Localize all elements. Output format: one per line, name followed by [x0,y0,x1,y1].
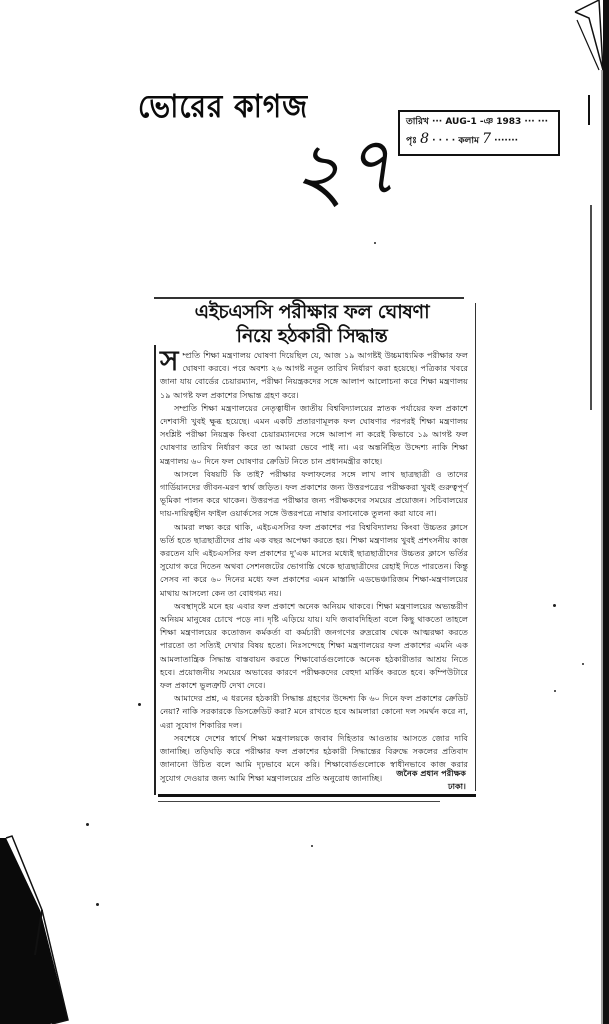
clipping-border-right [475,303,477,791]
drop-cap: স [160,344,179,377]
scan-speck [553,604,556,607]
headline-line-1: এইচএসসি পরীক্ষার ফল ঘোষণা [194,301,430,323]
stamp-date-value: AUG-1 -ঞ 1983 [445,117,522,127]
article-headline [152,300,472,348]
date-stamp [398,110,560,156]
scan-edge-right [603,0,609,1024]
page-fold-right [569,0,603,1024]
scan-speck [86,823,89,826]
scan-speck [582,663,584,665]
handwritten-page-number: ২৭ [285,117,402,224]
article-paragraph: অবস্থাদৃষ্টে মনে হয় এবার ফল প্রকাশে অনেক অনিয়ম থাকবে। শিক্ষা মন্ত্রণালয়ের অভ্যন্তরীণ অনিয়ম মানুষের চোখে পড়ে না। দৃষ্টি এড়িয়ে যায়। যদি জবাবদিহিতা বলে কিছু থাকতো তাহলে শিক্ষা মন্ত্রণালয়ের কতোজন কর্মকর্তা বা কর্মচারী জনগণের রুদ্ররোষ থেকে আত্মরক্ষা করতে পারতো তা সত্যিই দেখার বিষয় হতো। নিঃসন্দেহে শিক্ষা মন্ত্রণালয়ের ফল প্রকাশের এমনি এক আমলাতান্ত্রিক সিদ্ধান্ত বাস্তবায়ন করতে শিক্ষাবোর্ডগুলোকে অনেক হঠকারীতার আশ্রয় নিতে হবে। প্রয়োজনীয় সময়ের অভাবের কারণে পরীক্ষকদের বেহুদা মার্কিং করতে হবে। কম্পিউটারে ফল প্রকাশে ভুলত্রুটি দেখা দেবে। [160,600,468,691]
signature-location: ঢাকা। [447,781,466,791]
scan-speck [138,703,141,706]
newspaper-clipping [148,297,480,803]
stamp-column-label: কলাম [458,136,479,146]
page-fold-left [0,830,75,1024]
scan-speck [311,845,313,847]
clipping-border-bottom-inner [158,801,440,803]
stamp-page-value: 8 [420,131,429,147]
stamp-date-row: তারিখ ··· AUG-1 -ঞ 1983 ··· ··· [406,117,549,127]
scan-speck [554,690,556,692]
article-paragraph: আমরা লক্ষ্য করে থাকি, এইচএসসির ফল প্রকাশের পর বিশ্ববিদ্যালয় কিংবা উচ্চতর ক্লাসে ভর্তি হতে ছাত্রছাত্রীদের প্রায় এক বছর অপেক্ষা করতে হয়। শিক্ষা মন্ত্রণালয় খুবই প্রশংসনীয় কাজ করতেন যদি এইচএসসির ফল প্রকাশের দু'এক মাসের মধ্যেই ছাত্রছাত্রীদের উচ্চতর ক্লাসে ভর্তির সুযোগ করে দিতেন অথবা সেশনজটের ভোগান্তি থেকে ছাত্রছাত্রীদের রেহাই দিতে পারতেন। কিন্তু সেসব না করে ৬০ দিনের মধ্যে ফল প্রকাশের এমন মাস্তানি এডভেঞ্চারিজম শিক্ষা-মন্ত্রণালয়ের মাথায় আসলো কেন তা বোধগম্য নয়। [160,521,468,598]
clipping-border-top [154,297,464,299]
clipping-border-bottom [158,794,476,797]
stamp-page-row: পৃঃ 8 · · · · কলাম 7 ······· [406,131,519,147]
article-paragraph: সম্প্রতি শিক্ষা মন্ত্রণালয়ের নেতৃত্বাধীন জাতীয় বিশ্ববিদ্যালয়ের স্নাতক পর্যায়ের ফল প্রকাশে দেশবাসী খুবই ক্ষুব্ধ হয়েছে। এমন একটি প্রতারণামূলক ফল ঘোষণার পরপরই শিক্ষা মন্ত্রণালয় সংশ্লিষ্ট পরীক্ষা নিয়ন্ত্রক কিংবা চেয়ারম্যানদের সঙ্গে আলাপ না করেই কিভাবে ১৯ আগষ্ট ফল ঘোষণার তারিখ নির্ধারণ করে তা আমরা ভেবে পাই না। এর অন্তর্নিহিত উদ্দেশ্য নাকি শিক্ষা মন্ত্রণালয় ৬০ দিনে ফল ঘোষণার ক্রেডিট নিতে চান প্রধানমন্ত্রীর কাছে। [160,402,468,466]
article-paragraph: সম্প্রতি শিক্ষা মন্ত্রণালয় ঘোষণা দিয়েছিল যে, আজ ১৯ আগষ্টই উচ্চমাধ্যমিক পরীক্ষার ফল ঘোষণা করবে। পরে অবশ্য ২৬ আগষ্ট নতুন তারিখ নির্ধারণ করা হয়েছে। পত্রিকার খবরে জানা যায় বোর্ডের চেয়ারম্যান, পরীক্ষা নিয়ন্ত্রকদের সঙ্গে আলাপ আলোচনা করে শিক্ষা মন্ত্রণালয় ১৯ আগষ্ট ফল প্রকাশের সিদ্ধান্ত গ্রহণ করে। [160,344,468,400]
article-paragraph: আসলে বিষয়টি কি তাই? পরীক্ষার ফলাফলের সঙ্গে লাখ লাখ ছাত্রছাত্রী ও তাদের গার্ডিয়ানদের জীবন-মরণ স্বার্থ জড়িত। ফল প্রকাশের জন্য উত্তরপত্রের পরীক্ষকরা খুবই গুরুত্বপূর্ণ ভূমিকা পালন করে থাকেন। উত্তরপত্র পরীক্ষার জন্য পরীক্ষকদের সময়ের প্রয়োজন। সচিবালয়ের দায়-দায়িত্বহীন ফাইল ওয়ার্কসের সঙ্গে উত্তরপত্রে নাম্বার বসানোকে তুলনা করা যাবে না। [160,468,468,519]
stamp-page-label: পৃঃ [406,136,417,146]
article-signature [396,767,466,793]
article-paragraph: আমাদের প্রশ্ন, এ ধরনের হঠকারী সিদ্ধান্ত গ্রহণের উদ্দেশ্য কি ৬০ দিনে ফল প্রকাশের ক্রেডিট নেয়া? নাকি সরকারকে ডিসক্রেডিট করা? মনে রাখতে হবে আমলারা কোনো দল সমর্থন করে না, এরা সুযোগ শিকারির দল। [160,693,468,730]
stamp-column-value: 7 [482,131,492,147]
headline-line-2: নিয়ে হঠকারী সিদ্ধান্ত [236,325,388,347]
scan-speck [374,242,376,244]
article-body [160,344,468,785]
signature-author: জনৈক প্রধান পরীক্ষক [396,768,466,778]
stamp-date-label: তারিখ [406,117,429,127]
newspaper-name: ভোরের কাগজ [138,87,309,126]
clipping-border-left [154,345,156,795]
scan-speck [96,903,99,906]
article-paragraph: সবশেষে দেশের স্বার্থে শিক্ষা মন্ত্রণালয়কে জবাব দিহিতার আওতায় আসতে জোর দাবি জানাচ্ছি। তড়িঘড়ি করে পরীক্ষার ফল প্রকাশের হঠকারী সিদ্ধান্তের বিরুদ্ধে সকলের প্রতিবাদ জানানো উচিত বলে আমি দৃঢ়ভাবে মনে করি। শিক্ষাবোর্ডগুলোকে স্বাধীনভাবে কাজ করার সুযোগ দেওয়ার জন্য আমি শিক্ষা মন্ত্রণালয়ের প্রতি অনুরোধ জানাচ্ছি। [160,732,468,783]
